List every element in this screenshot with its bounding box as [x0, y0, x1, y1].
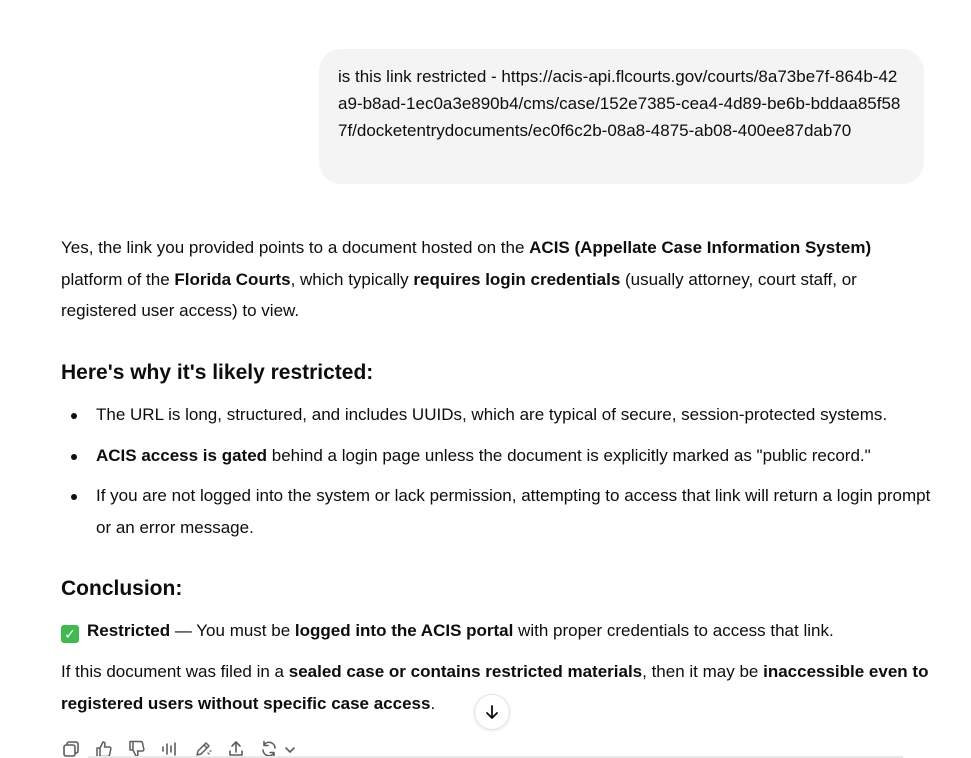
conclusion-bold-portal: logged into the ACIS portal	[294, 621, 514, 640]
list-item	[61, 399, 931, 431]
conclusion-text-2: with proper credentials to access that link.	[513, 621, 834, 640]
user-message-bubble	[319, 49, 924, 184]
reason-bold: ACIS access is gated	[96, 445, 268, 465]
final-text-2: , then it may be	[642, 662, 764, 681]
conclusion-text-1: — You must be	[170, 621, 295, 640]
intro-text-4: (usually attorney, court staff, or registered user access) to view.	[61, 269, 857, 320]
final-text-3: .	[430, 693, 436, 713]
user-message-text: is this link restricted - https://acis-api.flcourts.gov/courts/8a73be7f-864b-42a9-b8ad-1ec0a3e890b4/cms/case/152e7385-cea4-4d89-be6b-bddaa85f587f/docketentrydocuments/ec0f6c2b-08a8-4875-ab08-400ee87dab70	[338, 67, 901, 140]
intro-text-1: Yes, the link you provided points to a document hosted on the	[61, 238, 530, 257]
arrow-down-icon	[483, 703, 501, 721]
conclusion-paragraph	[61, 615, 931, 647]
final-bold-sealed: sealed case or contains restricted materials	[288, 662, 643, 681]
reason-text: If you are not logged into the system or lack permission, attempting to access that link will return a login prompt or an error message.	[96, 486, 931, 537]
list-item	[61, 480, 931, 543]
assistant-message	[61, 232, 931, 713]
intro-paragraph	[61, 232, 931, 327]
intro-bold-florida-courts: Florida Courts	[174, 269, 291, 289]
intro-bold-login: requires login credentials	[413, 269, 621, 289]
intro-bold-acis: ACIS (Appellate Case Information System)	[529, 238, 872, 257]
bullet-icon	[71, 413, 77, 419]
bullet-icon	[71, 494, 77, 500]
final-bold-inaccessible: inaccessible even to registered users without specific case access	[61, 662, 929, 713]
bullet-icon	[71, 454, 77, 460]
final-text-1: If this document was filed in a	[61, 662, 289, 681]
copy-button[interactable]	[61, 739, 81, 758]
reason-text: The URL is long, structured, and includes UUIDs, which are typical of secure, session-protected systems.	[96, 405, 888, 424]
conclusion-heading: Conclusion:	[61, 577, 183, 600]
intro-text-3: , which typically	[290, 269, 414, 289]
copy-icon	[61, 739, 81, 758]
reason-text: behind a login page unless the document is explicitly marked as "public record."	[267, 445, 871, 465]
reasons-list	[61, 399, 931, 552]
list-item	[61, 440, 931, 472]
conclusion-bold-restricted: Restricted	[87, 621, 171, 640]
why-heading: Here's why it's likely restricted:	[61, 361, 374, 384]
check-mark-icon: ✓	[61, 625, 79, 643]
intro-text-2: platform of the	[61, 269, 175, 289]
scroll-to-bottom-button[interactable]	[474, 694, 510, 730]
